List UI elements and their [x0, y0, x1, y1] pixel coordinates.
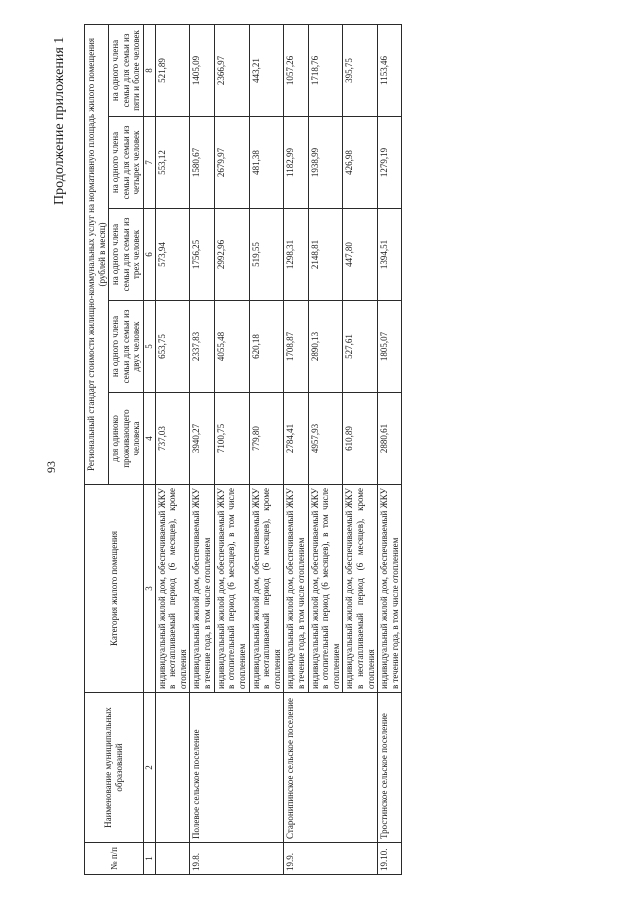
value-cell: 3940,27 — [190, 393, 214, 485]
housing-category: индивидуальный жилой дом, обеспечиваемый ЖКУ в неотапливаемый период (6 месяцев), кроме отопления — [249, 485, 284, 693]
value-cell: 447,80 — [343, 209, 378, 301]
value-cell: 1708,87 — [284, 301, 308, 393]
value-cell: 4055,48 — [214, 301, 249, 393]
value-cell: 2148,81 — [308, 209, 343, 301]
value-cell: 1394,51 — [378, 209, 402, 301]
table-row — [284, 24, 308, 874]
page-number: 93 — [44, 461, 58, 473]
appendix-title: Продолжение приложения 1 — [52, 36, 67, 205]
value-cell: 2992,96 — [214, 209, 249, 301]
col-index: 8 — [144, 24, 156, 116]
row-number: 19.10. — [378, 843, 402, 875]
value-cell: 4957,93 — [308, 393, 343, 485]
value-cell: 395,75 — [343, 24, 378, 116]
col-index: 1 — [144, 843, 156, 875]
value-cell: 2337,83 — [190, 301, 214, 393]
municipality-name: Полевое сельское поселение — [190, 693, 284, 843]
header-sub-two: на одного члена семьи для семьи из двух человек — [109, 301, 144, 393]
table-header — [85, 24, 156, 874]
value-cell: 1153,46 — [378, 24, 402, 116]
value-cell: 610,89 — [343, 393, 378, 485]
housing-category: индивидуальный жилой дом, обеспечиваемый ЖКУ в неотапливаемый период (6 месяцев), кроме отопления — [343, 485, 378, 693]
value-cell: 573,94 — [155, 209, 190, 301]
value-cell: 779,80 — [249, 393, 284, 485]
value-cell: 2890,13 — [308, 301, 343, 393]
header-sub-three: на одного члена семьи для семьи из трех человек — [109, 209, 144, 301]
row-number — [155, 843, 190, 875]
housing-category: индивидуальный жилой дом, обеспечиваемый ЖКУ в течение года, в том числе отоплением — [284, 485, 308, 693]
value-cell: 620,18 — [249, 301, 284, 393]
municipality-name: Старонипинское сельское поселение — [284, 693, 378, 843]
col-index: 7 — [144, 117, 156, 209]
row-number: 19.9. — [284, 843, 378, 875]
value-cell: 737,03 — [155, 393, 190, 485]
table-body — [155, 24, 402, 874]
value-cell: 1756,25 — [190, 209, 214, 301]
value-cell: 481,38 — [249, 117, 284, 209]
value-cell: 519,55 — [249, 209, 284, 301]
value-cell: 553,12 — [155, 117, 190, 209]
col-index: 4 — [144, 393, 156, 485]
value-cell: 7100,75 — [214, 393, 249, 485]
value-cell: 2366,97 — [214, 24, 249, 116]
value-cell: 2784,41 — [284, 393, 308, 485]
header-sub-single: для одиноко проживающего человека — [109, 393, 144, 485]
housing-category: индивидуальный жилой дом, обеспечиваемый ЖКУ в отопительный период (6 месяцев), в том числе отоплением — [214, 485, 249, 693]
housing-category: индивидуальный жилой дом, обеспечиваемый ЖКУ в течение года, в том числе отоплением — [378, 485, 402, 693]
col-index: 6 — [144, 209, 156, 301]
housing-category: индивидуальный жилой дом, обеспечиваемый ЖКУ в отопительный период (6 месяцев), в том числе отоплением — [308, 485, 343, 693]
municipality-name — [155, 693, 190, 843]
value-cell: 443,21 — [249, 24, 284, 116]
col-index: 2 — [144, 693, 156, 843]
table-row — [155, 24, 190, 874]
value-cell: 1279,19 — [378, 117, 402, 209]
value-cell: 527,61 — [343, 301, 378, 393]
col-index: 5 — [144, 301, 156, 393]
value-cell: 521,89 — [155, 24, 190, 116]
value-cell: 1405,09 — [190, 24, 214, 116]
value-cell: 653,75 — [155, 301, 190, 393]
header-category: Категория жилого помещения — [85, 485, 144, 693]
header-sub-four: на одного члена семьи для семьи из четырех человек — [109, 117, 144, 209]
header-municipality: Наименование муниципальных образований — [85, 693, 144, 843]
value-cell: 1938,99 — [308, 117, 343, 209]
col-index: 3 — [144, 485, 156, 693]
table-row — [378, 24, 402, 874]
value-cell: 1057,26 — [284, 24, 308, 116]
header-standard: Региональный стандарт стоимости жилищно-коммунальных услуг на нормативную площадь жилого помещения (рублей в месяц) — [85, 24, 109, 484]
value-cell: 1182,99 — [284, 117, 308, 209]
value-cell: 2679,97 — [214, 117, 249, 209]
housing-category: индивидуальный жилой дом, обеспечиваемый ЖКУ в неотапливаемый период (6 месяцев), кроме отопления — [155, 485, 190, 693]
value-cell: 426,98 — [343, 117, 378, 209]
value-cell: 1580,67 — [190, 117, 214, 209]
value-cell: 1718,76 — [308, 24, 343, 116]
header-sub-five: на одного члена семьи для семьи из пяти и более человек — [109, 24, 144, 116]
header-no: № п/п — [85, 843, 144, 875]
housing-category: индивидуальный жилой дом, обеспечиваемый ЖКУ в течение года, в том числе отоплением — [190, 485, 214, 693]
tariff-table — [84, 24, 402, 875]
value-cell: 2880,61 — [378, 393, 402, 485]
row-number: 19.8. — [190, 843, 284, 875]
municipality-name: Тростинское сельское поселение — [378, 693, 402, 843]
value-cell: 1805,07 — [378, 301, 402, 393]
value-cell: 1298,31 — [284, 209, 308, 301]
table-row — [190, 24, 214, 874]
